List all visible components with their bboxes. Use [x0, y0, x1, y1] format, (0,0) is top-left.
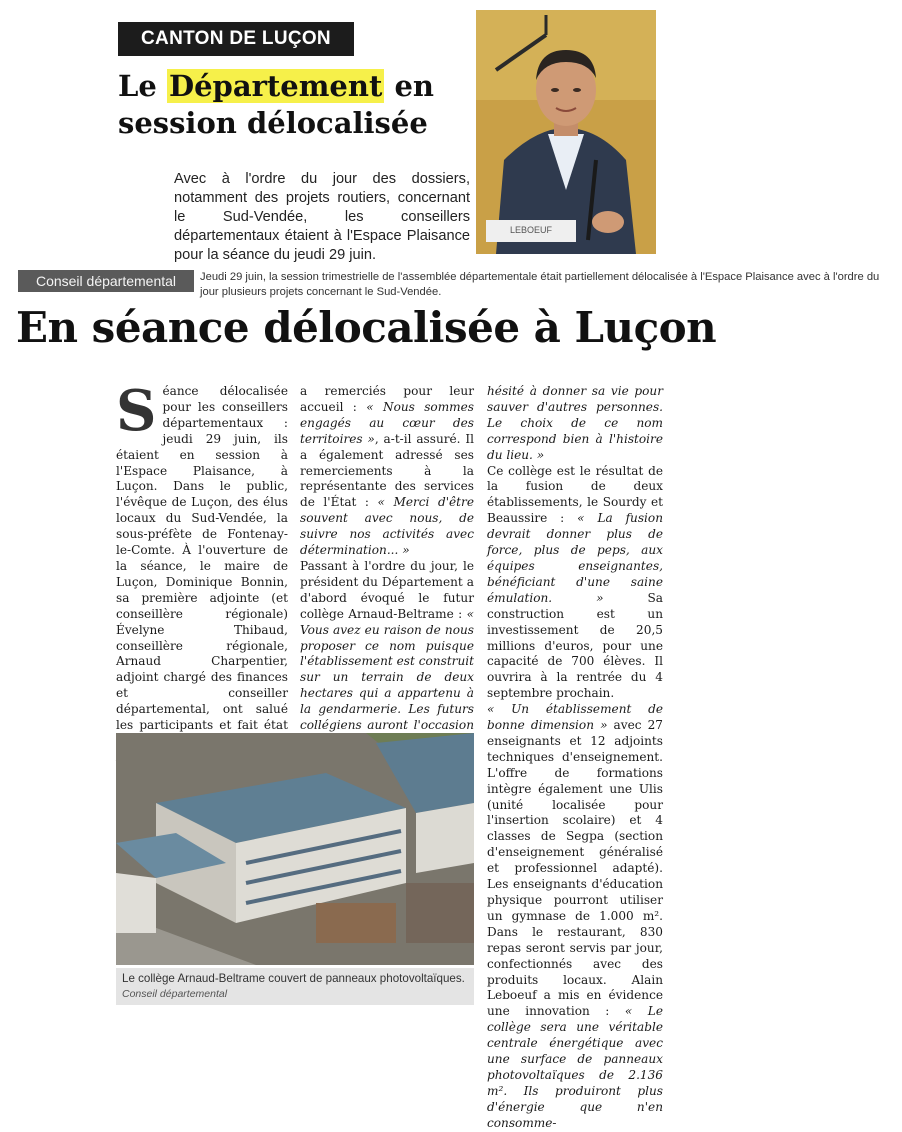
text-run: Sa construction est un investissement de 20,5 millions d'euros, pour une capacité de 700 élèves. Il ouvrira à la rentrée du 4 septembre prochain. [487, 590, 663, 701]
section-rubric: CANTON DE LUÇON [118, 22, 354, 56]
top-title-part1: Le [118, 69, 167, 103]
text-run: a remerciés pour leur accueil : [300, 384, 474, 414]
column-3-paragraph-2 [487, 464, 663, 703]
photo-caption [116, 968, 474, 1005]
top-title-highlight: Département [168, 69, 383, 103]
quote-run: « Vous avez eu raison de nous proposer ce nom puisque l'établissement est construit sur un terrain de deux hectares qui a appartenu à la gendarmerie. Les futurs collégiens auront l'occasion [300, 606, 474, 733]
column-3-paragraph-1 [487, 384, 663, 464]
top-title [118, 68, 458, 142]
portrait-photo [476, 10, 656, 254]
kicker-tag: Conseil départemental [18, 270, 194, 292]
text-run: Ce collège est le résultat de la fusion de deux établissements, le Sourdy et Beaussire : [487, 463, 663, 526]
text-run: , a-t-il assuré. Il a également adressé ses remerciements à la représentante des services de l'État : [300, 431, 474, 510]
quote-run: « Merci d'être souvent avec nous, de suivre nos activités avec détermination... » [300, 495, 474, 558]
quote-run: « Le collège sera une véritable centrale énergétique avec une surface de panneaux photovoltaïques de 2.136 m². Ils produiront plus d'énergie que n'en consomme- [487, 1004, 663, 1130]
top-lead: Avec à l'ordre du jour des dossiers, notamment des projets routiers, concernant le Sud-Vendée, les conseillers départementaux étaient à l'Espace Plaisance pour la séance du jeudi 29 juin. [174, 171, 470, 263]
article-headline: En séance délocalisée à Luçon [16, 303, 717, 352]
text-run: Passant à l'ordre du jour, le président du Département a d'abord évoqué le futur collège Arnaud-Beltrame : [300, 558, 474, 621]
column-2-paragraph-1 [300, 384, 474, 559]
college-aerial-photo [116, 733, 474, 965]
caption-text: Le collège Arnaud-Beltrame couvert de panneaux photovoltaïques. [122, 972, 465, 985]
quote-run: « Nous sommes engagés au cœur des territoires » [300, 399, 474, 446]
article-column-2 [300, 384, 474, 733]
kicker-text: Jeudi 29 juin, la session trimestrielle de l'assemblée départementale était partiellement délocalisée à l'Espace Plaisance avec à l'ordre du jour plusieurs projets concernant le Sud-Vendée. [200, 271, 880, 298]
quote-run: « Un établissement de bonne dimension » [487, 702, 663, 733]
article-column-1 [116, 378, 288, 733]
caption-credit: Conseil départemental [122, 988, 228, 1000]
quote-run: hésité à donner sa vie pour sauver d'autres personnes. Le choix de ce nom correspond bien à l'histoire du lieu. » [487, 384, 663, 462]
text-run: avec 27 enseignants et 12 adjoints techniques d'enseignement. L'offre de formations intègre également une Ulis (unité localisée pour l'insertion scolaire) et 4 classes de Segpa (section d'enseignement généralisé et professionnel adapté). Les enseignants d'éducation physique pourront utiliser un gymnase de 1.000 m². Dans le restaurant, 830 repas seront servis par jour, confectionnés avec des produits locaux. Alain Leboeuf a mis en évidence une innovation : [487, 718, 663, 1019]
quote-run: « La fusion devrait donner plus de force, plus de peps, aux équipes enseignantes, bénéficiant d'une saine émulation. » [487, 511, 663, 605]
top-title-part2: en session délocalisée [118, 69, 434, 140]
column-3-paragraph-3 [487, 702, 663, 1131]
portrait-nameplate: LEBOEUF [509, 225, 552, 235]
article-column-3 [487, 384, 663, 1130]
column-1-text: éance délocalisée pour les conseillers départementaux : jeudi 29 juin, ils étaient en session à l'Espace Plaisance, à Luçon. Dans le public, l'évêque de Luçon, des élus locaux du Sud-Vendée, la sous-préfète de Fontenay-le-Comte. À l'ouverture de la séance, le maire de Luçon, Dominique Bonnin, sa première adjointe (et conseillère régionale) Évelyne Thibaud, conseillère régionale, Arnaud Charpentier, adjoint chargé des finances et conseiller départemental, ont salué les participants et fait état [116, 384, 288, 733]
drop-cap: S [116, 378, 157, 444]
